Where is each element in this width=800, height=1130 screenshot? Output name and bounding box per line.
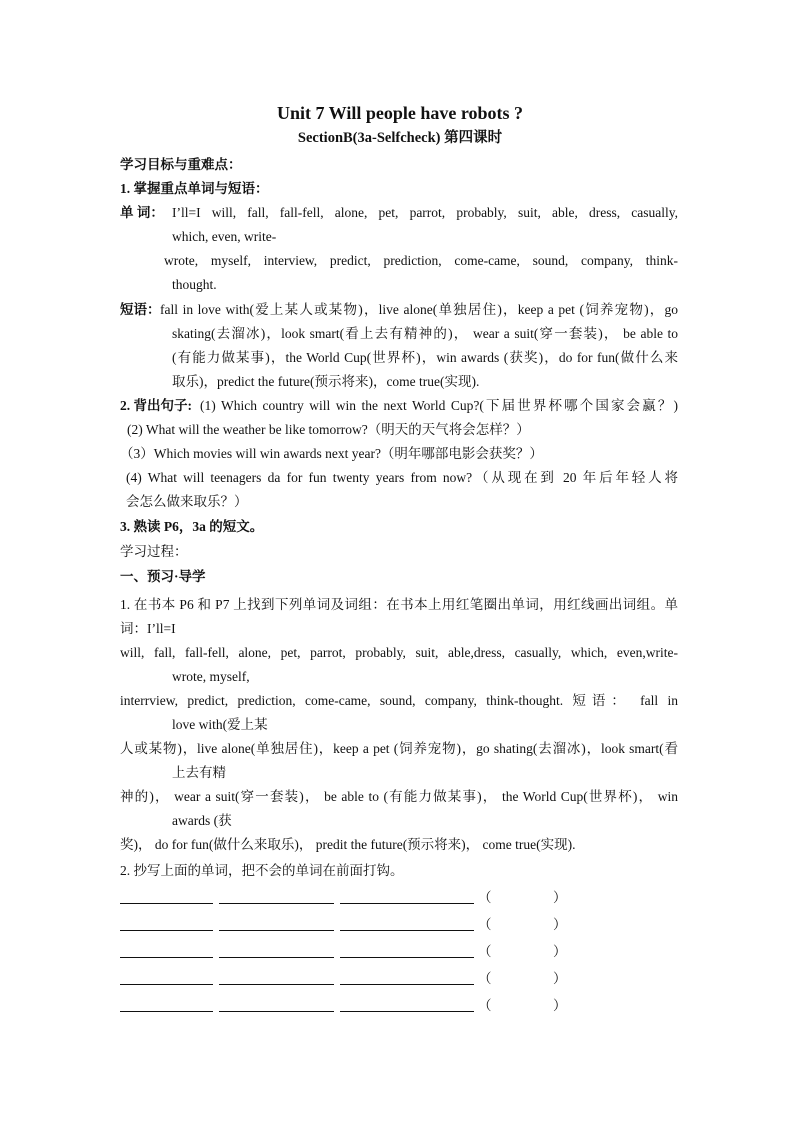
blank-line[interactable] [219, 984, 334, 985]
goals-heading: 学习目标与重难点： [120, 157, 242, 172]
open-paren: （ [478, 944, 492, 959]
item1-heading: 1. 掌握重点单词与短语： [120, 181, 269, 196]
blank-line[interactable] [340, 1011, 474, 1012]
blank-line[interactable] [120, 984, 213, 985]
close-paren: ） [553, 944, 567, 959]
task1-line-6: love with(爱上某 [172, 717, 268, 732]
blank-line[interactable] [120, 930, 213, 931]
sentence-2: (2) What will the weather be like tomorrow?（明天的天气将会怎样？） [127, 422, 530, 437]
process-heading: 学习过程： [120, 544, 188, 559]
blank-line[interactable] [340, 903, 474, 904]
blank-line[interactable] [340, 930, 474, 931]
words-line-1: I’ll=I will, fall, fall-fell, alone, pet, parrot, probably, suit, able, dress, casually, [172, 205, 678, 220]
task1-line-10: awards (获 [172, 813, 232, 828]
task1-line-9: 神的)， wear a suit(穿一套装)， be able to (有能力做某事)， the World Cup(世界杯)， win [120, 789, 678, 804]
task1-line-2: 词：I’ll=I [120, 621, 176, 636]
open-paren: （ [478, 971, 492, 986]
phrases-line-4: 取乐)，predict the future(预示将来)，come true(实现). [172, 374, 480, 389]
sentence-1: (1) Which country will win the next World Cup?(下届世界杯哪个国家会赢？) [200, 398, 678, 413]
item3: 3. 熟读 P6，3a 的短文。 [120, 519, 264, 534]
blank-line[interactable] [120, 903, 213, 904]
open-paren: （ [478, 998, 492, 1013]
close-paren: ） [553, 998, 567, 1013]
item2-heading: 2. 背出句子: [120, 398, 192, 413]
blank-line[interactable] [219, 957, 334, 958]
close-paren: ） [553, 890, 567, 905]
blank-line[interactable] [219, 930, 334, 931]
phrases-line-1: fall in love with(爱上某人或某物)，live alone(单独居住)，keep a pet (饲养宠物)，go [160, 302, 678, 317]
open-paren: （ [478, 890, 492, 905]
words-line-3: wrote, myself, interview, predict, prediction, come-came, sound, company, think- [164, 253, 678, 268]
task1-line-1: 1. 在书本 P6 和 P7 上找到下列单词及词组：在书本上用红笔圈出单词，用红线画出词组。单 [120, 597, 678, 612]
blank-line[interactable] [219, 1011, 334, 1012]
blank-line[interactable] [340, 984, 474, 985]
preview-heading: 一、预习·导学 [120, 569, 206, 584]
phrases-label: 短语： [120, 302, 161, 317]
task1-line-5: interrview, predict, prediction, come-came, sound, company, think-thought. 短语： fall in [120, 693, 678, 708]
page-title: Unit 7 Will people have robots ? [276, 103, 524, 123]
blank-line[interactable] [120, 957, 213, 958]
sentence-4b: 会怎么做来取乐？） [126, 494, 248, 509]
close-paren: ） [553, 917, 567, 932]
page-subtitle: SectionB(3a-Selfcheck) 第四课时 [297, 130, 503, 146]
sentence-4a: (4) What will teenagers da for fun twenty years from now?（从现在到 20 年后年轻人将 [126, 470, 678, 485]
task2: 2. 抄写上面的单词，把不会的单词在前面打钩。 [120, 863, 404, 878]
words-line-4: thought. [172, 277, 217, 292]
blank-line[interactable] [219, 903, 334, 904]
task1-line-8: 上去有精 [172, 765, 226, 780]
task1-line-11: 奖)， do for fun(做什么来取乐)， predit the future(预示将来)， come true(实现). [120, 837, 576, 852]
words-line-2: which, even, write- [172, 229, 277, 244]
blank-line[interactable] [120, 1011, 213, 1012]
open-paren: （ [478, 917, 492, 932]
sentence-3: （3）Which movies will win awards next year?（明年哪部电影会获奖？） [120, 446, 543, 461]
phrases-line-3: (有能力做某事)，the World Cup(世界杯)，win awards (获奖)，do for fun(做什么来 [172, 350, 678, 365]
task1-line-4: wrote, myself, [172, 669, 250, 684]
task1-line-7: 人或某物)，live alone(单独居住)，keep a pet (饲养宠物)，go shating(去溜冰)，look smart(看 [120, 741, 678, 756]
task1-line-3: will, fall, fall-fell, alone, pet, parrot, probably, suit, able,dress, casually, which, even,write- [120, 645, 678, 660]
close-paren: ） [553, 971, 567, 986]
blank-line[interactable] [340, 957, 474, 958]
words-label: 单 词： [120, 205, 164, 220]
phrases-line-2: skating(去溜冰)，look smart(看上去有精神的)， wear a suit(穿一套装)， be able to [172, 326, 678, 341]
